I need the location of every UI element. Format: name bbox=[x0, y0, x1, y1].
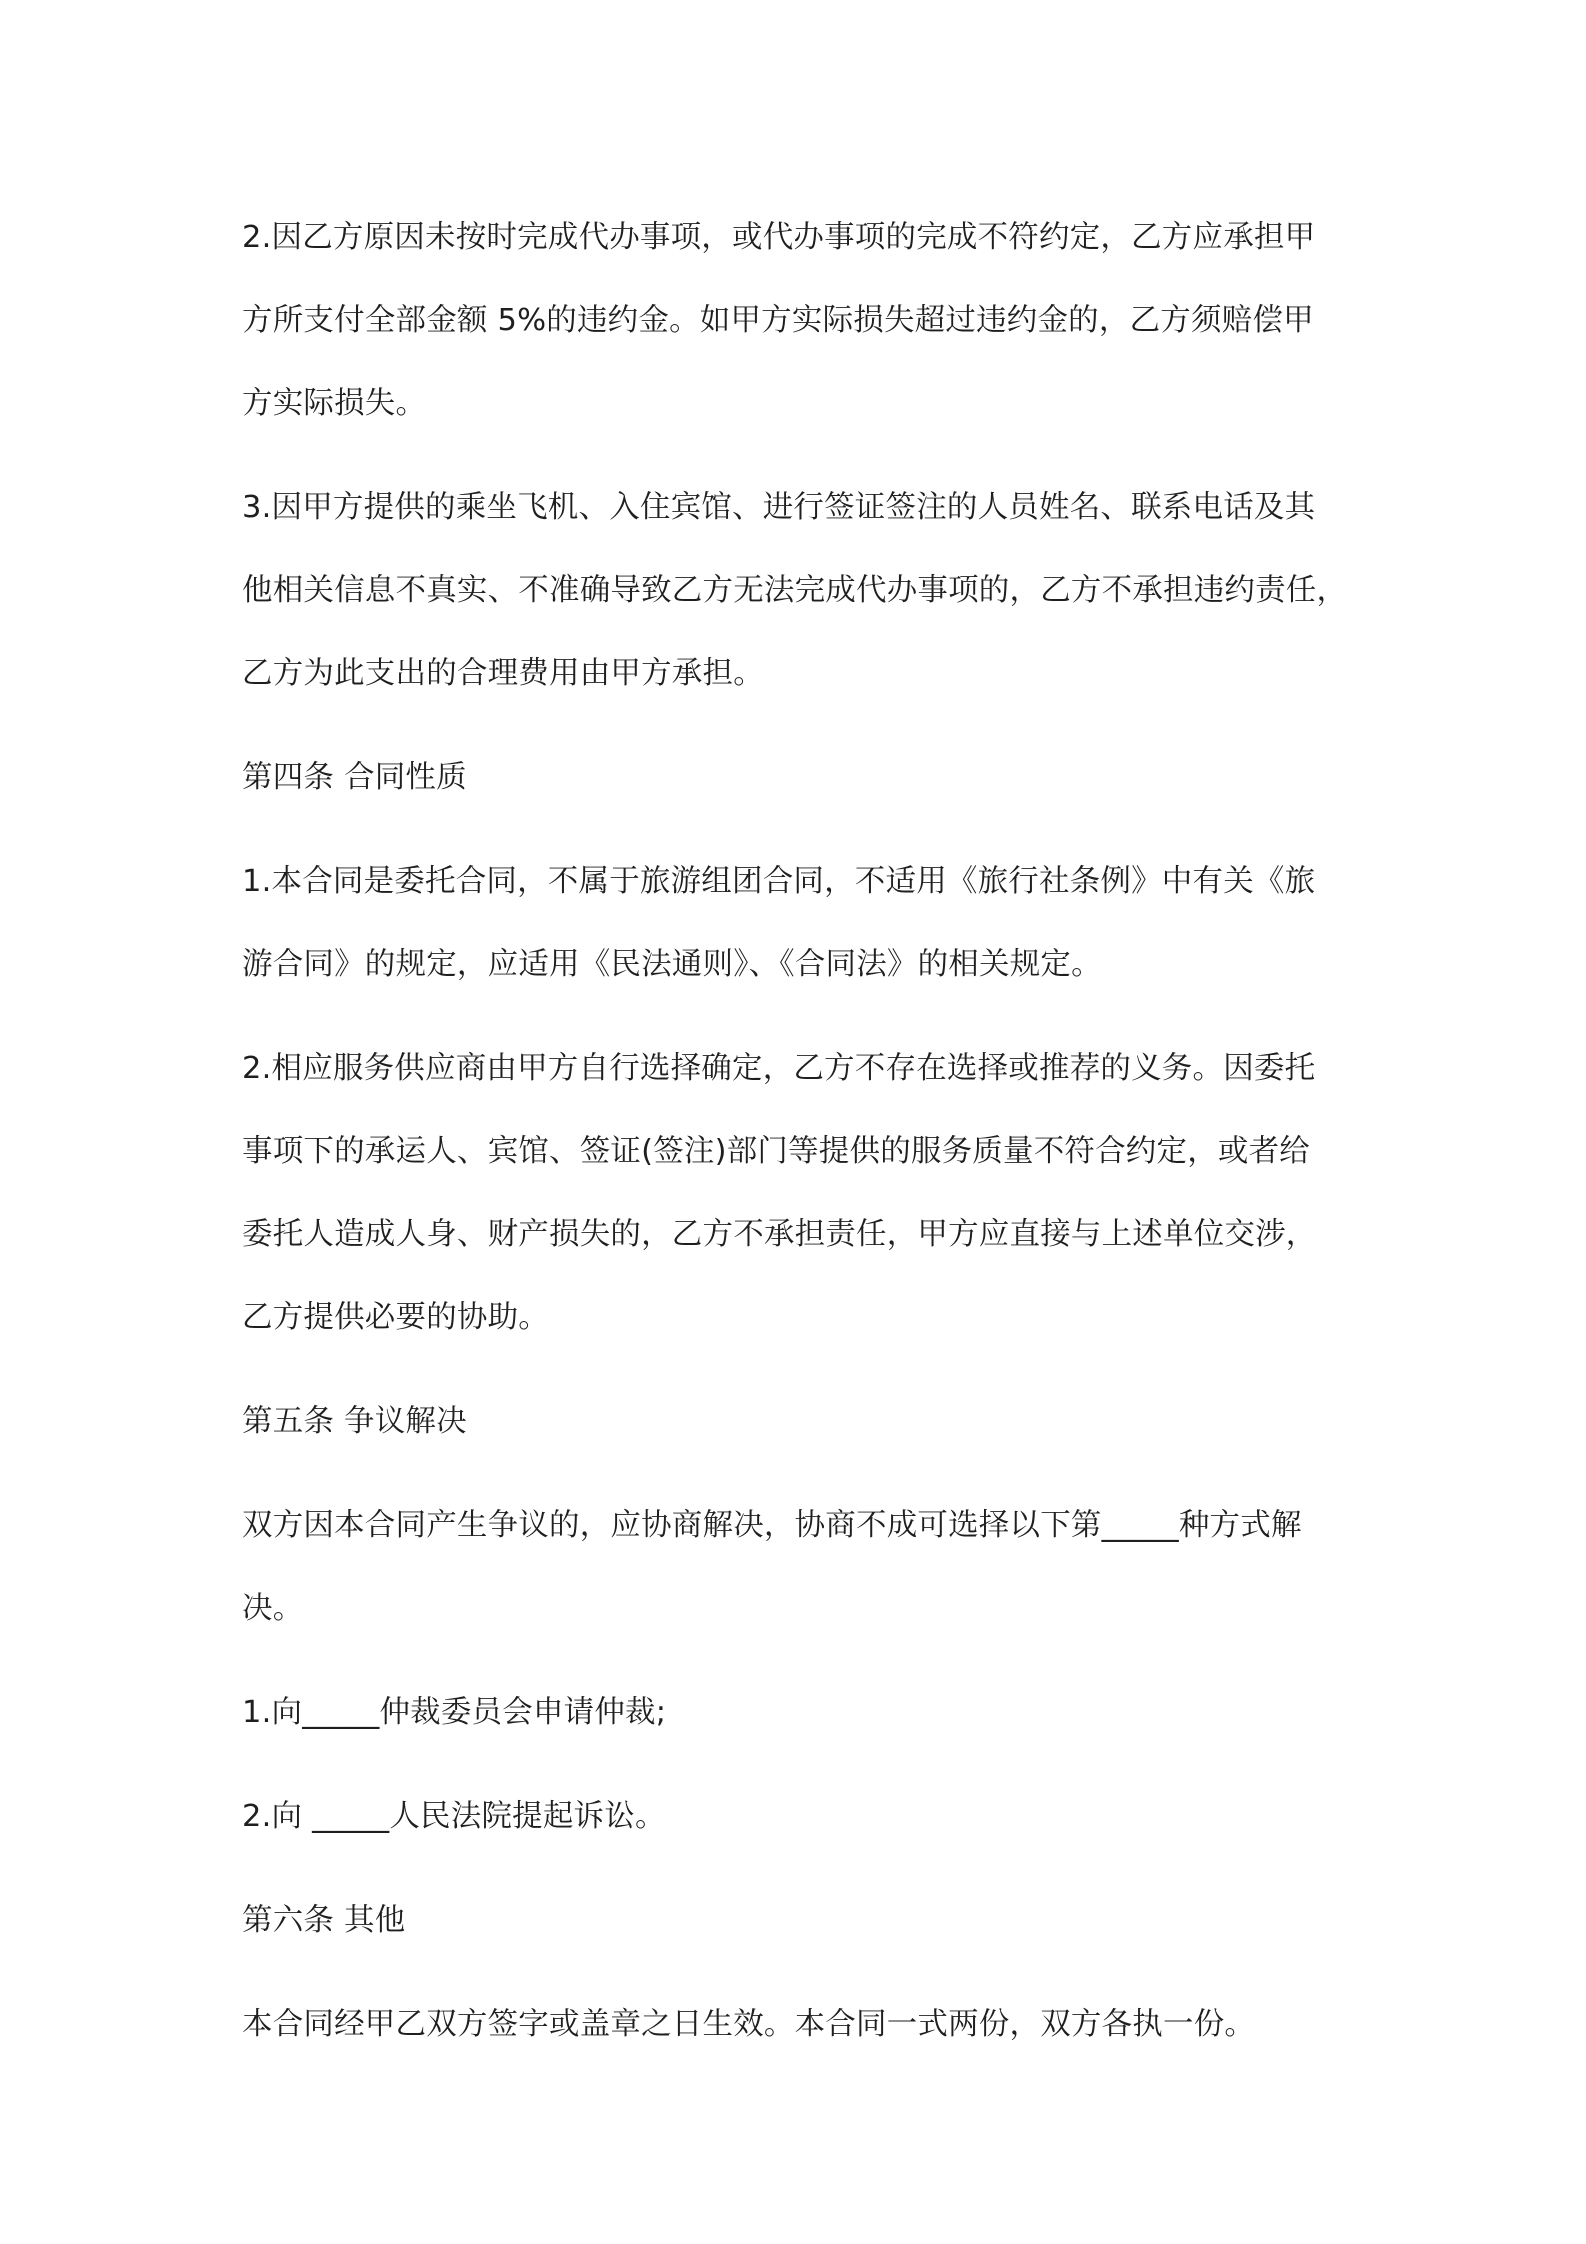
section-heading: 第五条 争议解决 bbox=[242, 1404, 467, 1439]
paragraph-article4-item2 bbox=[242, 1027, 1357, 1359]
article6-heading bbox=[242, 1879, 1357, 1962]
paragraph-article5-item1 bbox=[242, 1671, 1357, 1754]
text-line: 事项下的承运人、宾馆、签证(签注)部门等提供的服务质量不符合约定，或者给 bbox=[242, 1134, 1310, 1169]
text-line: 2.因乙方原因未按时完成代办事项，或代办事项的完成不符约定，乙方应承担甲 bbox=[242, 220, 1316, 255]
document-body bbox=[242, 196, 1357, 2087]
text-line: 决。 bbox=[242, 1591, 304, 1626]
paragraph-article3-item3 bbox=[242, 466, 1357, 715]
text-line: 1.向_____仲裁委员会申请仲裁; bbox=[242, 1695, 667, 1730]
text-line: 游合同》的规定，应适用《民法通则》、《合同法》的相关规定。 bbox=[242, 947, 1102, 982]
text-line: 2.向 _____人民法院提起诉讼。 bbox=[242, 1799, 666, 1834]
paragraph-article5-intro bbox=[242, 1484, 1357, 1650]
text-line: 方实际损失。 bbox=[242, 386, 427, 421]
text-line: 1.本合同是委托合同，不属于旅游组团合同，不适用《旅行社条例》中有关《旅 bbox=[242, 864, 1316, 899]
paragraph-article5-item2 bbox=[242, 1775, 1357, 1858]
paragraph-article6-body bbox=[242, 1983, 1357, 2066]
section-heading: 第六条 其他 bbox=[242, 1903, 406, 1938]
text-line: 3.因甲方提供的乘坐飞机、入住宾馆、进行签证签注的人员姓名、联系电话及其 bbox=[242, 490, 1316, 525]
text-line: 本合同经甲乙双方签字或盖章之日生效。本合同一式两份，双方各执一份。 bbox=[242, 2007, 1256, 2042]
text-line: 乙方为此支出的合理费用由甲方承担。 bbox=[242, 656, 764, 691]
article5-heading bbox=[242, 1380, 1357, 1463]
text-line: 乙方提供必要的协助。 bbox=[242, 1300, 549, 1335]
text-line: 方所支付全部金额 5%的违约金。如甲方实际损失超过违约金的，乙方须赔偿甲 bbox=[242, 303, 1314, 338]
paragraph-article3-item2 bbox=[242, 196, 1357, 445]
text-line: 他相关信息不真实、不准确导致乙方无法完成代办事项的，乙方不承担违约责任， bbox=[242, 573, 1348, 608]
article4-heading bbox=[242, 736, 1357, 819]
text-line: 2.相应服务供应商由甲方自行选择确定，乙方不存在选择或推荐的义务。因委托 bbox=[242, 1051, 1316, 1086]
paragraph-article4-item1 bbox=[242, 840, 1357, 1006]
text-line: 双方因本合同产生争议的，应协商解决，协商不成可选择以下第_____种方式解 bbox=[242, 1508, 1302, 1543]
section-heading: 第四条 合同性质 bbox=[242, 760, 467, 795]
text-line: 委托人造成人身、财产损失的，乙方不承担责任，甲方应直接与上述单位交涉， bbox=[242, 1217, 1317, 1252]
